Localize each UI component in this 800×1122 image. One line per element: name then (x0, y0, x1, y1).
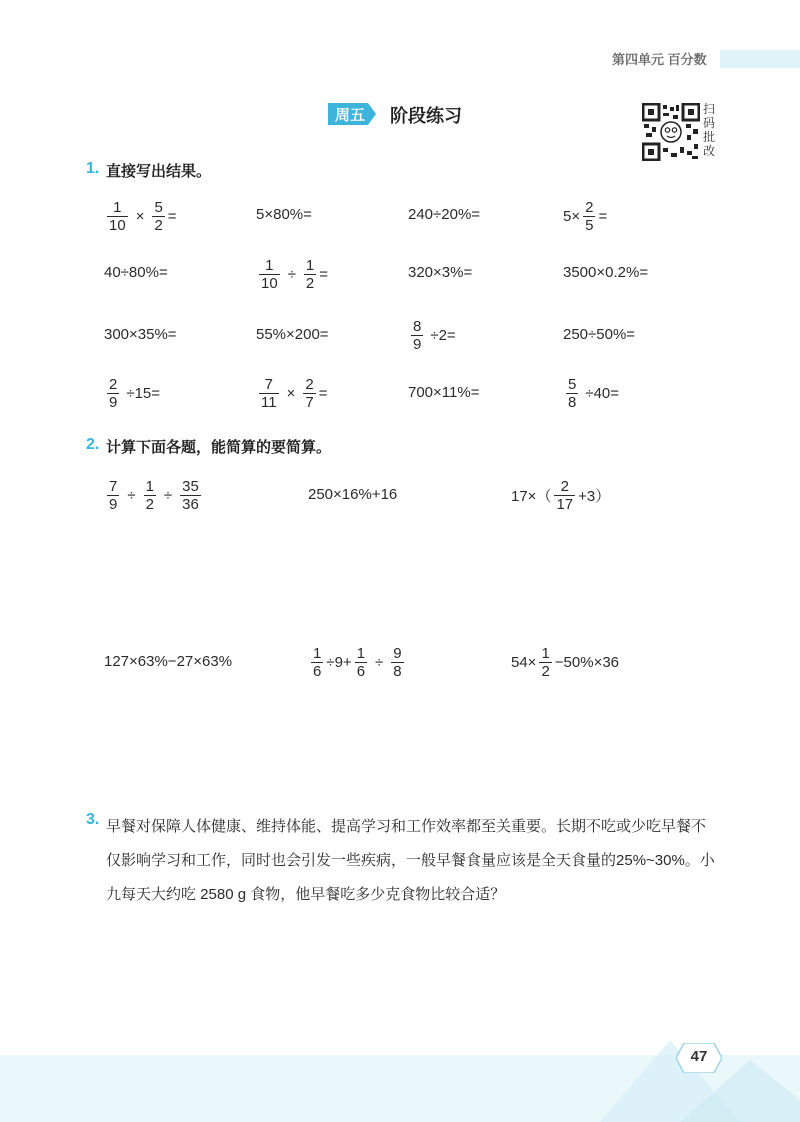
expr-1l: 250÷50%= (563, 326, 636, 343)
expr-1h: 3500×0.2%= (563, 264, 649, 281)
expr-2a: $\frac{7}{9}$ ÷ $\frac{1}{2}$ ÷ $\frac{35}{36}$ (109, 478, 199, 513)
fraction: $\frac{2}{5}$ (585, 199, 594, 234)
expr-2e: $\frac{1}{6}$ ÷9+ $\frac{1}{6}$ ÷ $\frac{9}{8}$ (313, 645, 402, 680)
expr-1j: 55%×200= (256, 326, 329, 343)
expr-1e: 40÷80%= (104, 264, 168, 281)
fraction: $\frac{7}{9}$ (109, 478, 118, 513)
fraction: $\frac{2}{9}$ (109, 376, 118, 411)
fraction: $\frac{1}{2}$ (541, 645, 550, 680)
fraction: $\frac{2}{7}$ (305, 376, 314, 411)
expr-1d: 5× $\frac{2}{5}$ = (563, 199, 608, 234)
expr-1b: 5×80%= (256, 206, 312, 223)
header-band (720, 50, 800, 68)
fraction: $\frac{1}{2}$ (145, 478, 154, 513)
fraction: $\frac{8}{9}$ (413, 318, 422, 353)
expr-1a: $\frac{1}{10}$ × $\frac{5}{2}$ = (109, 199, 177, 234)
expr-2f: 54× $\frac{1}{2}$ −50%×36 (511, 645, 620, 680)
qr-code-icon[interactable] (642, 103, 700, 161)
expr-1i: 300×35%= (104, 326, 177, 343)
fraction: $\frac{1}{6}$ (356, 645, 366, 680)
section-1-number: 1. (86, 160, 100, 177)
expr-2d: 127×63%−27×63% (104, 653, 233, 670)
fraction: $\frac{1}{10}$ (261, 257, 278, 292)
page-title: 阶段练习 (390, 106, 462, 126)
expr-2c: 17×（ $\frac{2}{17}$ +3） (511, 478, 611, 513)
fraction: $\frac{9}{8}$ (393, 645, 402, 680)
fraction: $\frac{2}{17}$ (556, 478, 574, 513)
section-2-number: 2. (86, 436, 100, 453)
fraction: $\frac{1}{10}$ (109, 199, 126, 234)
fraction: $\frac{1}{2}$ (305, 257, 315, 292)
section-2-title: 计算下面各题，能简算的要简算。 (106, 439, 332, 456)
expr-1m: $\frac{2}{9}$ ÷15= (109, 376, 161, 411)
fraction: $\frac{35}{36}$ (182, 478, 199, 513)
section-3-problem-text: 早餐对保障人体健康、维持体能、提高学习和工作效率都至关重要。长期不吃或少吃早餐不仅影响学习和工作，同时也会引发一些疾病，一般早餐食量应该是全天食量的25%~30%。小九每天大约吃 2580 g 食物，他早餐吃多少克食物比较合适？ (106, 818, 715, 903)
fraction: $\frac{7}{11}$ (261, 376, 277, 411)
section-1-title: 直接写出结果。 (106, 163, 212, 180)
unit-label: 第四单元 百分数 (612, 52, 707, 67)
expr-1g: 320×3%= (408, 264, 473, 281)
day-badge-label: 周五 (334, 107, 365, 124)
expr-1p: 700×11%= (408, 384, 480, 401)
expr-1k: $\frac{8}{9}$ ÷2= (413, 318, 456, 353)
expr-2b: 250×16%+16 (308, 486, 398, 503)
scan-to-grade-label: 扫码批改 (703, 102, 716, 158)
fraction: $\frac{5}{8}$ (568, 376, 577, 411)
expr-1f: $\frac{1}{10}$ ÷ $\frac{1}{2}$ = (261, 257, 329, 292)
expr-1c: 240÷20%= (408, 206, 481, 223)
fraction: $\frac{1}{6}$ (313, 645, 322, 680)
expr-1o: $\frac{7}{11}$ × $\frac{2}{7}$ = (261, 376, 328, 411)
section-3-number: 3. (86, 811, 100, 828)
fraction: $\frac{5}{2}$ (154, 199, 163, 234)
page-number: 47 (690, 1048, 708, 1065)
expr-1q: $\frac{5}{8}$ ÷40= (568, 376, 620, 411)
